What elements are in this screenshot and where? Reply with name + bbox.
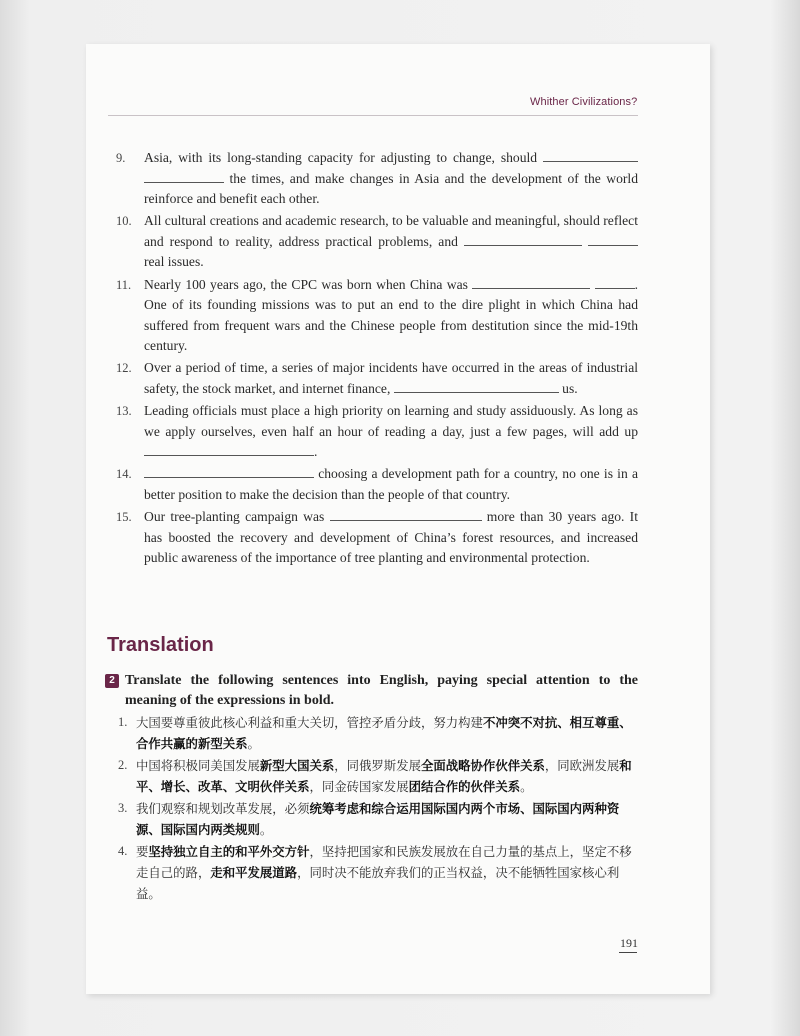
exercise-item-text [144, 211, 638, 273]
exercise-item [108, 211, 638, 273]
sentence-segment: ，同欧洲发展 [544, 758, 620, 773]
answer-blank[interactable] [144, 465, 314, 478]
chinese-sentence-item [108, 755, 638, 797]
exercise-text-segment: Over a period of time, a series of major incidents have occurred in the areas of industrial safety, the stock market, and internet finance, [144, 360, 638, 397]
bold-expression: 统筹考虑和综合运用国际国内两个市场、国际国内两种资源、国际国内两类规则 [136, 801, 620, 837]
running-head-title: Whither Civilizations? [530, 96, 638, 108]
sentence-segment: 。 [259, 822, 273, 837]
exercise-item-text [144, 148, 638, 210]
section-title-translation: Translation [107, 634, 214, 656]
bold-expression: 走和平发展道路 [210, 865, 298, 880]
bold-expression: 新型大国关系 [259, 758, 335, 773]
chinese-sentence-number: 2. [118, 758, 128, 772]
sentence-segment: ，同金砖国家发展 [309, 779, 409, 794]
exercise-item-number: 10. [116, 214, 132, 229]
chinese-sentence-text [136, 712, 638, 754]
exercise-text-segment: . One of its founding missions was to put an end to the dire plight in which China had suffered from frequent wars and the Chinese people from destitution since the mid-19th century. [144, 276, 638, 354]
exercise-text-segment: Nearly 100 years ago, the CPC was born when China was [144, 276, 473, 292]
exercise-text-segment: Asia, with its long-standing capacity for adjusting to change, should [144, 150, 543, 165]
sentence-segment: 中国将积极同美国发展 [136, 758, 260, 773]
answer-blank[interactable] [588, 233, 638, 246]
sentence-segment: 大国要尊重彼此核心利益和重大关切，管控矛盾分歧，努力构建 [136, 715, 483, 730]
exercise-item-number: 15. [116, 510, 132, 525]
exercise-item [108, 275, 638, 357]
exercise-text-segment: All cultural creations and academic research, to be valuable and meaningful, should reflect and respond to reality, address practical problems, and [144, 213, 638, 249]
bold-expression: 坚持独立自主的和平外交方针 [148, 844, 310, 859]
sentence-segment: ，同时决不能放弃我们的正当权益，决不能牺牲国家核心利益。 [136, 865, 620, 901]
exercise-text-segment: Our tree-planting campaign was [144, 509, 330, 525]
exercise-item [108, 401, 638, 463]
exercise-text-segment: Leading officials must place a high priority on learning and study assiduously. As long as we apply ourselves, even half an hour of reading a day, just a few pages, will add up [144, 403, 638, 439]
header-divider [108, 115, 638, 116]
exercise-item-text [144, 275, 638, 357]
exercise-item-number: 11. [116, 277, 132, 292]
chinese-sentence-text [136, 798, 638, 840]
exercise-text-segment: choosing a development path for a country, no one is in a better position to make the decision than the people of that country. [144, 466, 638, 502]
exercise-item-number: 13. [116, 404, 132, 419]
chinese-sentence-text [136, 841, 638, 904]
answer-blank[interactable] [144, 170, 224, 183]
bold-expression: 不冲突不对抗、相互尊重、合作共赢的新型关系 [136, 715, 632, 751]
answer-blank[interactable] [144, 443, 314, 456]
chinese-sentence-list [108, 712, 638, 905]
bold-expression: 和平、增长、改革、文明伙伴关系 [136, 758, 632, 794]
chinese-sentence-number: 4. [118, 844, 128, 858]
chinese-sentence-item [108, 841, 638, 904]
task-instruction-text: Translate the following sentences into English, paying special attention to the meaning of the expressions in bold. [125, 673, 638, 708]
sentence-segment: ，坚持把国家和民族发展放在自己力量的基点上，坚定不移走自己的路， [136, 844, 632, 880]
answer-blank[interactable] [543, 149, 638, 162]
answer-blank[interactable] [330, 508, 482, 521]
exercise-text-segment: real issues. [144, 254, 204, 270]
sentence-segment: 要 [136, 844, 149, 859]
sentence-segment: 我们观察和规划改革发展，必须 [136, 801, 310, 816]
sentence-segment: 。 [247, 736, 260, 751]
fill-in-blank-exercise-list [108, 148, 638, 570]
sentence-segment: ，同俄罗斯发展 [334, 758, 421, 773]
exercise-item [108, 148, 638, 210]
exercise-item [108, 507, 638, 569]
chinese-sentence-number: 3. [118, 801, 128, 815]
answer-blank[interactable] [595, 276, 635, 289]
exercise-item [108, 358, 638, 399]
exercise-item-number: 9. [116, 151, 126, 165]
exercise-item-text [144, 401, 638, 463]
bold-expression: 团结合作的伙伴关系 [408, 779, 521, 794]
answer-blank[interactable] [472, 276, 590, 289]
exercise-item [108, 464, 638, 505]
chinese-sentence-item [108, 798, 638, 840]
exercise-item-number: 14. [116, 467, 132, 482]
answer-blank[interactable] [464, 233, 582, 246]
chinese-sentence-item [108, 712, 638, 754]
bold-expression: 全面战略协作伙伴关系 [420, 758, 545, 773]
exercise-item-number: 12. [116, 361, 132, 376]
chinese-sentence-text [136, 755, 638, 797]
exercise-text-segment: more than 30 years ago. It has boosted the recovery and development of China’s forest resources, and increased public awareness of the importance of tree planting and environmental protection. [144, 509, 638, 566]
page-number-underline [619, 952, 637, 953]
translation-task-instruction [105, 671, 638, 711]
page-number: 191 [620, 936, 638, 950]
sentence-segment: 。 [520, 779, 533, 794]
exercise-item-text [144, 507, 638, 569]
exercise-item-text [144, 358, 638, 399]
answer-blank[interactable] [394, 380, 559, 393]
exercise-text-segment: . [314, 444, 318, 460]
exercise-text-segment: us. [558, 381, 578, 397]
chinese-sentence-number: 1. [118, 715, 128, 729]
exercise-item-text [144, 464, 638, 505]
task-number-badge: 2 [105, 674, 119, 688]
exercise-text-segment: the times, and make changes in Asia and the development of the world reinforce and benefit each other. [144, 170, 638, 207]
